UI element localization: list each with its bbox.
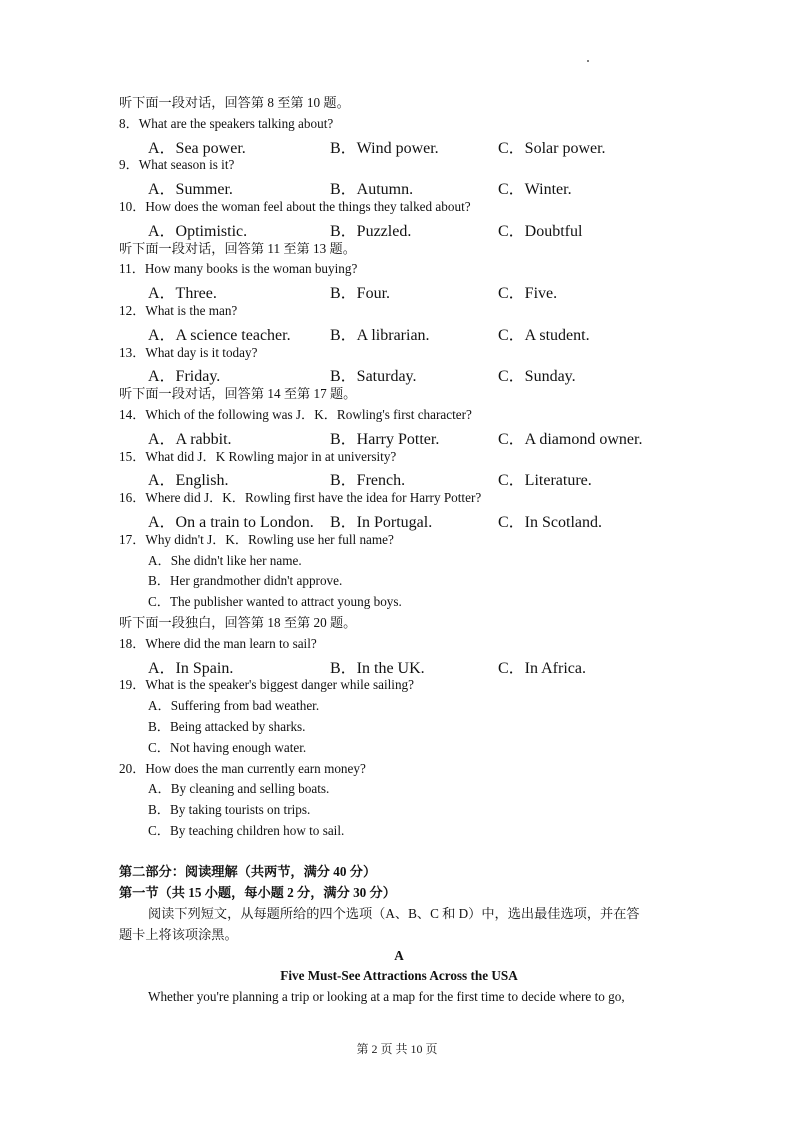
- answer-option[interactable]: A．Summer.: [148, 181, 233, 199]
- part-title: 第二部分：阅读理解（共两节，满分 40 分）: [119, 864, 377, 880]
- question-stem: 20．How does the man currently earn money?: [119, 760, 366, 776]
- answer-option[interactable]: C．Five.: [498, 285, 558, 303]
- answer-option[interactable]: A．Sea power.: [148, 139, 246, 157]
- options-row: [119, 467, 679, 488]
- question-stem: 18．Where did the man learn to sail?: [119, 635, 317, 651]
- options-row: [119, 655, 679, 676]
- answer-option[interactable]: C．By teaching children how to sail.: [148, 822, 345, 838]
- answer-option[interactable]: A．Friday.: [148, 368, 221, 386]
- question-stem: 9．What season is it?: [119, 157, 235, 173]
- passage-label: A: [394, 947, 404, 963]
- answer-option[interactable]: C．In Scotland.: [498, 513, 602, 531]
- section-header: 听下面一段独白，回答第 18 至第 20 题。: [119, 614, 357, 630]
- options-row: [119, 135, 679, 156]
- answer-option[interactable]: C．The publisher wanted to attract young boys.: [148, 594, 402, 610]
- question-stem: 11．How many books is the woman buying?: [119, 261, 358, 277]
- options-row: [119, 509, 679, 530]
- answer-option[interactable]: B．Her grandmother didn't approve.: [148, 573, 343, 589]
- answer-option[interactable]: C．Literature.: [498, 472, 592, 490]
- question-stem: 13．What day is it today?: [119, 344, 258, 360]
- answer-option[interactable]: A．A rabbit.: [148, 430, 232, 448]
- answer-option[interactable]: C．In Africa.: [498, 659, 586, 677]
- section-header: 听下面一段对话，回答第 8 至第 10 题。: [119, 95, 350, 110]
- answer-option[interactable]: A．English.: [148, 472, 229, 490]
- options-row: [119, 322, 679, 343]
- answer-option[interactable]: B．A librarian.: [330, 326, 430, 344]
- passage-title: Five Must-See Attractions Across the USA: [280, 968, 518, 984]
- section-header: 听下面一段对话，回答第 11 至第 13 题。: [119, 240, 356, 256]
- passage-text: Whether you're planning a trip or looking at a map for the first time to decide where to go,: [148, 989, 625, 1005]
- options-row: [119, 176, 679, 197]
- question-stem: 14．Which of the following was J．K．Rowling's first character?: [119, 406, 472, 422]
- exam-content: [119, 93, 679, 1008]
- options-row: [119, 426, 679, 447]
- answer-option[interactable]: A．A science teacher.: [148, 326, 291, 344]
- answer-option[interactable]: B．Wind power.: [330, 139, 439, 157]
- question-stem: 10．How does the woman feel about the things they talked about?: [119, 198, 471, 214]
- answer-option[interactable]: B．Harry Potter.: [330, 430, 440, 448]
- answer-option[interactable]: C．A student.: [498, 326, 590, 344]
- answer-option[interactable]: A．In Spain.: [148, 659, 234, 677]
- options-row: [119, 218, 679, 239]
- question-stem: 8．What are the speakers talking about?: [119, 115, 334, 131]
- answer-option[interactable]: C．Solar power.: [498, 139, 606, 157]
- answer-option[interactable]: A．By cleaning and selling boats.: [148, 781, 330, 797]
- question-stem: 12．What is the man?: [119, 302, 238, 318]
- question-stem: 16．Where did J．K．Rowling first have the idea for Harry Potter?: [119, 490, 482, 506]
- page-footer: 第 2 页 共 10 页: [356, 1042, 438, 1056]
- answer-option[interactable]: A．Optimistic.: [148, 222, 248, 240]
- answer-option[interactable]: A．On a train to London.: [148, 513, 314, 531]
- options-row: [119, 280, 679, 301]
- answer-option[interactable]: C．Not having enough water.: [148, 739, 307, 755]
- answer-option[interactable]: B．Being attacked by sharks.: [148, 718, 306, 734]
- answer-option[interactable]: B．Saturday.: [330, 368, 417, 386]
- question-stem: 15．What did J．K Rowling major in at university?: [119, 448, 397, 464]
- answer-option[interactable]: C．A diamond owner.: [498, 430, 643, 448]
- answer-option[interactable]: B．French.: [330, 472, 406, 490]
- answer-option[interactable]: C．Winter.: [498, 181, 572, 199]
- answer-option[interactable]: A．She didn't like her name.: [148, 552, 302, 568]
- answer-option[interactable]: B．In Portugal.: [330, 513, 433, 531]
- answer-option[interactable]: A．Suffering from bad weather.: [148, 698, 320, 714]
- section-header: 听下面一段对话，回答第 14 至第 17 题。: [119, 386, 357, 402]
- spacer: [119, 842, 679, 863]
- options-row: [119, 363, 679, 384]
- answer-option[interactable]: B．Puzzled.: [330, 222, 412, 240]
- answer-option[interactable]: C．Doubtful: [498, 222, 583, 240]
- answer-option[interactable]: B．Four.: [330, 285, 391, 303]
- answer-option[interactable]: B．By taking tourists on trips.: [148, 802, 311, 818]
- part-subtitle: 第一节（共 15 小题，每小题 2 分，满分 30 分）: [119, 885, 396, 901]
- question-stem: 19．What is the speaker's biggest danger while sailing?: [119, 677, 414, 693]
- answer-option[interactable]: A．Three.: [148, 285, 217, 303]
- answer-option[interactable]: B．Autumn.: [330, 181, 414, 199]
- answer-option[interactable]: B．In the UK.: [330, 659, 425, 677]
- instruction-line: 题卡上将该项涂黑。: [119, 926, 238, 942]
- scan-dot: [587, 60, 589, 62]
- question-stem: 17．Why didn't J．K．Rowling use her full name?: [119, 531, 394, 547]
- instruction-line: 阅读下列短文，从每题所给的四个选项（A、B、C 和 D）中，选出最佳选项，并在答: [148, 906, 640, 922]
- answer-option[interactable]: C．Sunday.: [498, 368, 576, 386]
